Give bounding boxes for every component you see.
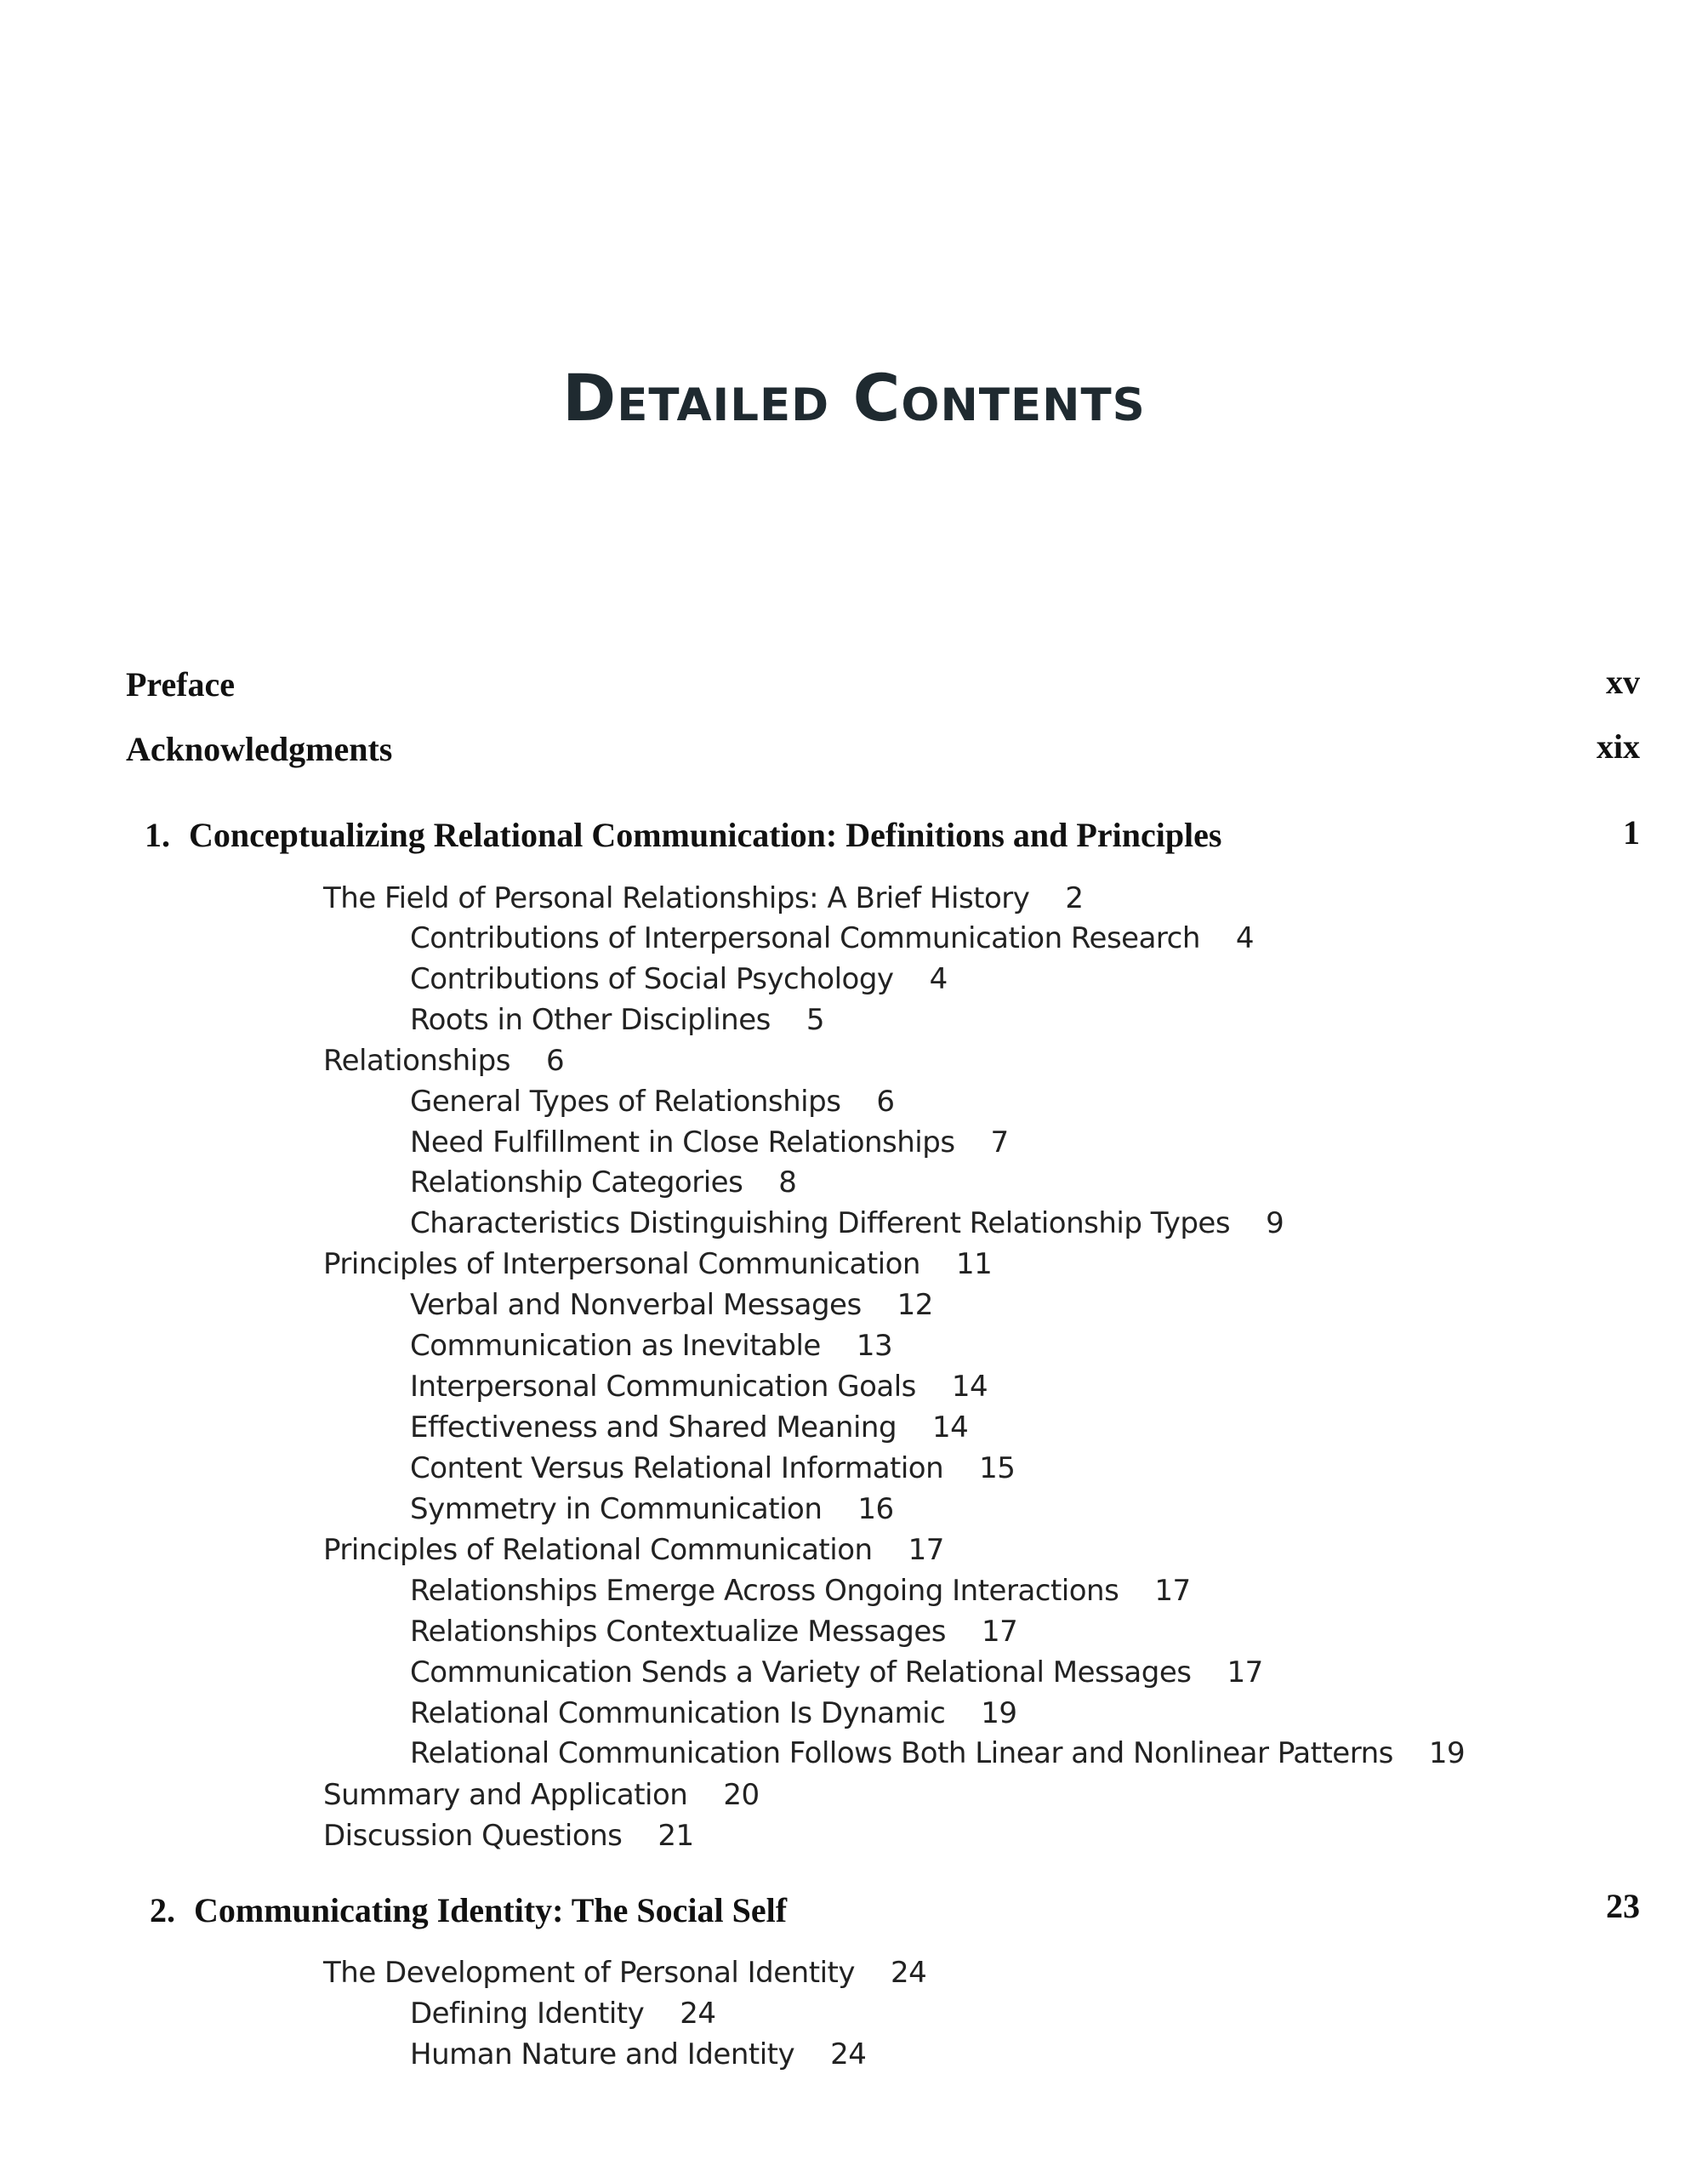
section-label: Need Fulfillment in Close Relationships — [410, 1125, 955, 1160]
toc-section[interactable] — [323, 881, 1084, 915]
section-page: 17 — [1154, 1574, 1191, 1608]
section-page: 14 — [932, 1410, 969, 1444]
section-label: Interpersonal Communication Goals — [410, 1370, 916, 1404]
section-label: Defining Identity — [410, 1997, 645, 2031]
section-label: Communication Sends a Variety of Relational Messages — [410, 1655, 1192, 1690]
section-label: Relationship Categories — [410, 1165, 743, 1199]
section-label: Relationships Emerge Across Ongoing Interactions — [410, 1574, 1119, 1608]
section-label: Human Nature and Identity — [410, 2037, 795, 2071]
section-page: 17 — [908, 1533, 944, 1567]
toc-subsection[interactable] — [410, 1206, 1284, 1240]
section-label: Relational Communication Follows Both Linear and Nonlinear Patterns — [410, 1736, 1393, 1770]
chapter-number: 2. — [150, 1891, 175, 1929]
toc-entry-label: Preface — [126, 665, 236, 704]
toc-subsection[interactable] — [410, 1165, 797, 1199]
section-page: 6 — [545, 1044, 565, 1078]
toc-subsection[interactable] — [410, 1655, 1263, 1690]
section-label: General Types of Relationships — [410, 1085, 841, 1119]
section-page: 15 — [979, 1451, 1016, 1485]
toc-entry-preface[interactable] — [126, 665, 236, 704]
section-label: Effectiveness and Shared Meaning — [410, 1410, 897, 1444]
toc-chapter-1[interactable] — [145, 818, 1222, 852]
toc-subsection[interactable] — [410, 1085, 895, 1119]
toc-subsection[interactable] — [410, 1492, 894, 1526]
toc-section[interactable] — [323, 1956, 927, 1990]
toc-subsection[interactable] — [410, 1451, 1016, 1485]
chapter-number: 1. — [145, 816, 170, 854]
section-page: 19 — [1428, 1736, 1466, 1770]
toc-subsection[interactable] — [410, 1574, 1191, 1608]
section-page: 24 — [890, 1956, 927, 1990]
section-page: 4 — [1235, 921, 1255, 955]
section-page: 9 — [1266, 1206, 1284, 1240]
section-label: Verbal and Nonverbal Messages — [410, 1288, 862, 1322]
section-page: 6 — [876, 1085, 895, 1119]
toc-entry-label: Acknowledgments — [126, 730, 393, 768]
section-label: The Field of Personal Relationships: A Brief History — [323, 881, 1030, 915]
toc-page-number: xv — [1606, 663, 1640, 701]
section-label: Discussion Questions — [323, 1819, 623, 1853]
section-label: Relational Communication Is Dynamic — [410, 1696, 946, 1730]
toc-subsection[interactable] — [410, 1370, 988, 1404]
toc-subsection[interactable] — [410, 1329, 893, 1363]
toc-section[interactable] — [323, 1247, 993, 1281]
section-label: Content Versus Relational Information — [410, 1451, 944, 1485]
toc-entry-acknowledgments[interactable] — [126, 732, 392, 766]
toc-section[interactable] — [323, 1778, 760, 1812]
section-page: 24 — [680, 1997, 716, 2031]
section-page: 13 — [856, 1329, 893, 1363]
toc-section[interactable] — [323, 1044, 565, 1078]
section-page: 21 — [658, 1819, 694, 1853]
toc-subsection[interactable] — [410, 1997, 716, 2031]
section-label: Relationships — [323, 1044, 510, 1078]
chapter-title: Communicating Identity: The Social Self — [194, 1891, 788, 1929]
toc-subsection[interactable] — [410, 1125, 1009, 1160]
section-page: 7 — [990, 1125, 1009, 1160]
section-page: 8 — [778, 1165, 797, 1199]
section-page: 14 — [951, 1370, 988, 1404]
section-page: 20 — [723, 1778, 760, 1812]
section-page: 16 — [857, 1492, 894, 1526]
section-label: Contributions of Interpersonal Communication Research — [410, 921, 1200, 955]
page-title: Detailed Contents — [562, 360, 1146, 436]
section-page: 17 — [982, 1615, 1018, 1649]
toc-subsection[interactable] — [410, 921, 1255, 955]
section-label: Relationships Contextualize Messages — [410, 1615, 947, 1649]
section-label: Principles of Relational Communication — [323, 1533, 873, 1567]
toc-page-number: 23 — [1606, 1887, 1640, 1925]
toc-page-number: 1 — [1623, 813, 1640, 852]
toc-section[interactable] — [323, 1819, 694, 1853]
section-label: Characteristics Distinguishing Different Relationship Types — [410, 1206, 1231, 1240]
section-label: Roots in Other Disciplines — [410, 1003, 771, 1037]
toc-subsection[interactable] — [410, 1288, 933, 1322]
section-page: 11 — [955, 1247, 993, 1281]
section-page: 2 — [1065, 881, 1084, 915]
section-label: Principles of Interpersonal Communication — [323, 1247, 920, 1281]
section-label: The Development of Personal Identity — [323, 1956, 855, 1990]
toc-subsection[interactable] — [410, 1410, 969, 1444]
section-page: 12 — [897, 1288, 933, 1322]
section-page: 4 — [929, 962, 948, 996]
toc-page-number: xix — [1596, 727, 1640, 766]
toc-subsection[interactable] — [410, 1696, 1017, 1730]
section-page: 24 — [830, 2037, 867, 2071]
toc-subsection[interactable] — [410, 2037, 867, 2071]
section-label: Contributions of Social Psychology — [410, 962, 894, 996]
toc-section[interactable] — [323, 1533, 944, 1567]
section-label: Communication as Inevitable — [410, 1329, 821, 1363]
section-label: Symmetry in Communication — [410, 1492, 823, 1526]
toc-subsection[interactable] — [410, 1615, 1018, 1649]
toc-subsection[interactable] — [410, 1736, 1466, 1770]
toc-subsection[interactable] — [410, 962, 948, 996]
toc-chapter-2[interactable] — [150, 1891, 788, 1929]
chapter-title: Conceptualizing Relational Communication: Definitions and Principles — [189, 816, 1222, 854]
toc-subsection[interactable] — [410, 1003, 824, 1037]
section-label: Summary and Application — [323, 1778, 688, 1812]
section-page: 19 — [981, 1696, 1017, 1730]
section-page: 17 — [1227, 1655, 1263, 1690]
section-page: 5 — [806, 1003, 824, 1037]
